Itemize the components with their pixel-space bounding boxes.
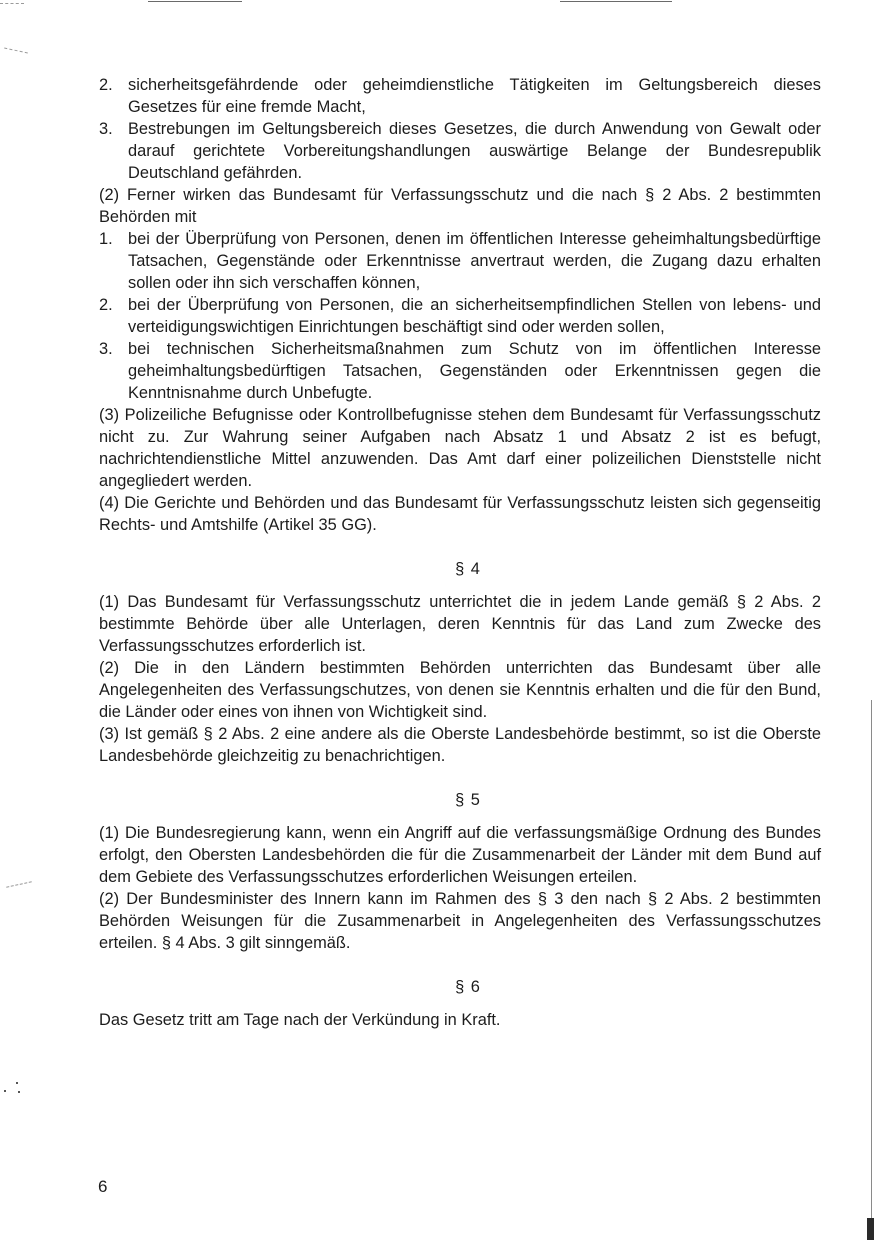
scan-dot — [4, 1090, 6, 1092]
list-item: 2. sicherheitsgefährdende oder geheimdienstliche Tätigkeiten im Geltungsbereich dieses Gesetzes für eine fremde Macht, — [99, 76, 821, 116]
paragraph-s6: Das Gesetz tritt am Tage nach der Verkündung in Kraft. — [99, 1011, 501, 1029]
page-number: 6 — [98, 1177, 108, 1196]
paragraph-s5-abs2: (2) Der Bundesminister des Innern kann im Rahmen des § 3 den nach § 2 Abs. 2 bestimmten Behörden Weisungen für die Zusammenarbeit in Angelegenheiten des Verfassungsschutzes erteilen. § 4 Abs. 3 gilt sinngemäß. — [99, 890, 821, 952]
paragraph-s3-abs2-intro: (2) Ferner wirken das Bundesamt für Verfassungsschutz und die nach § 2 Abs. 2 bestimmten Behörden mit — [99, 186, 821, 226]
section-heading-5: § 5 — [455, 791, 481, 809]
scan-mark-left-middle — [6, 881, 32, 887]
scan-top-rule-left — [148, 1, 242, 2]
paragraph-s5-abs1: (1) Die Bundesregierung kann, wenn ein Angriff auf die verfassungsmäßige Ordnung des Bundes erfolgt, den Obersten Landesbehörden die für die Zusammenarbeit der Länder mit dem Bund auf dem Gebiete des Verfassungsschutzes erforderlichen Weisungen erteilen. — [99, 824, 821, 886]
paragraph-s4-abs1: (1) Das Bundesamt für Verfassungsschutz unterrichtet die in jedem Lande gemäß § 2 Abs. 2 bestimmte Behörde über alle Unterlagen, deren Kenntnis für das Land zum Zwecke des Verfassungsschutzes erforderlich ist. — [99, 593, 821, 655]
scan-mark-top-left — [0, 3, 24, 4]
list-item: 1. bei der Überprüfung von Personen, denen im öffentlichen Interesse geheimhaltungsbedürftige Tatsachen, Gegenstände oder Erkenntnisse anvertraut werden, die Zugang dazu erhalten sollen oder ihn sich verschaffen können, — [99, 230, 821, 292]
scan-right-edge — [871, 700, 872, 1220]
paragraph-s3-abs4: (4) Die Gerichte und Behörden und das Bundesamt für Verfassungsschutz leisten sich gegenseitig Rechts- und Amtshilfe (Artikel 35 GG). — [99, 494, 821, 534]
section-heading-6: § 6 — [455, 978, 481, 996]
paragraph-s3-abs3: (3) Polizeiliche Befugnisse oder Kontrollbefugnisse stehen dem Bundesamt für Verfassungsschutz nicht zu. Zur Wahrung seiner Aufgaben nach Absatz 1 und Absatz 2 ist es befugt, nachrichtendienstliche Mittel anzuwenden. Das Amt darf einer polizeilichen Dienststelle nicht angegliedert werden. — [99, 406, 821, 490]
scan-mark-left-upper — [4, 48, 28, 54]
scan-right-corner — [867, 1218, 874, 1240]
law-text — [99, 74, 821, 1031]
section-heading-4: § 4 — [455, 560, 481, 578]
list-item: 3. bei technischen Sicherheitsmaßnahmen zum Schutz von im öffentlichen Interesse geheimhaltungsbedürftigen Tatsachen, Gegenständen oder Erkenntnissen gegen die Kenntnisnahme durch Unbefugte. — [99, 340, 821, 402]
scan-top-rule-right — [560, 1, 672, 2]
list-item: 3. Bestrebungen im Geltungsbereich dieses Gesetzes, die durch Anwendung von Gewalt oder darauf gerichtete Vorbereitungshandlungen auswärtige Belange der Bundesrepublik Deutschland gefährden. — [99, 120, 821, 182]
scan-dot — [18, 1091, 20, 1093]
list-item: 2. bei der Überprüfung von Personen, die an sicherheitsempfindlichen Stellen von lebens- und verteidigungswichtigen Einrichtungen beschäftigt sind oder werden sollen, — [99, 296, 821, 336]
paragraph-s4-abs2: (2) Die in den Ländern bestimmten Behörden unterrichten das Bundesamt über alle Angelegenheiten des Verfassungschutzes, von denen sie Kenntnis erhalten und die für den Bund, die Länder oder eines von ihnen von Wichtigkeit sind. — [99, 659, 821, 721]
scan-dot — [16, 1082, 18, 1084]
paragraph-s4-abs3: (3) Ist gemäß § 2 Abs. 2 eine andere als die Oberste Landesbehörde bestimmt, so ist die Oberste Landesbehörde gleichzeitig zu benachrichtigen. — [99, 725, 821, 765]
